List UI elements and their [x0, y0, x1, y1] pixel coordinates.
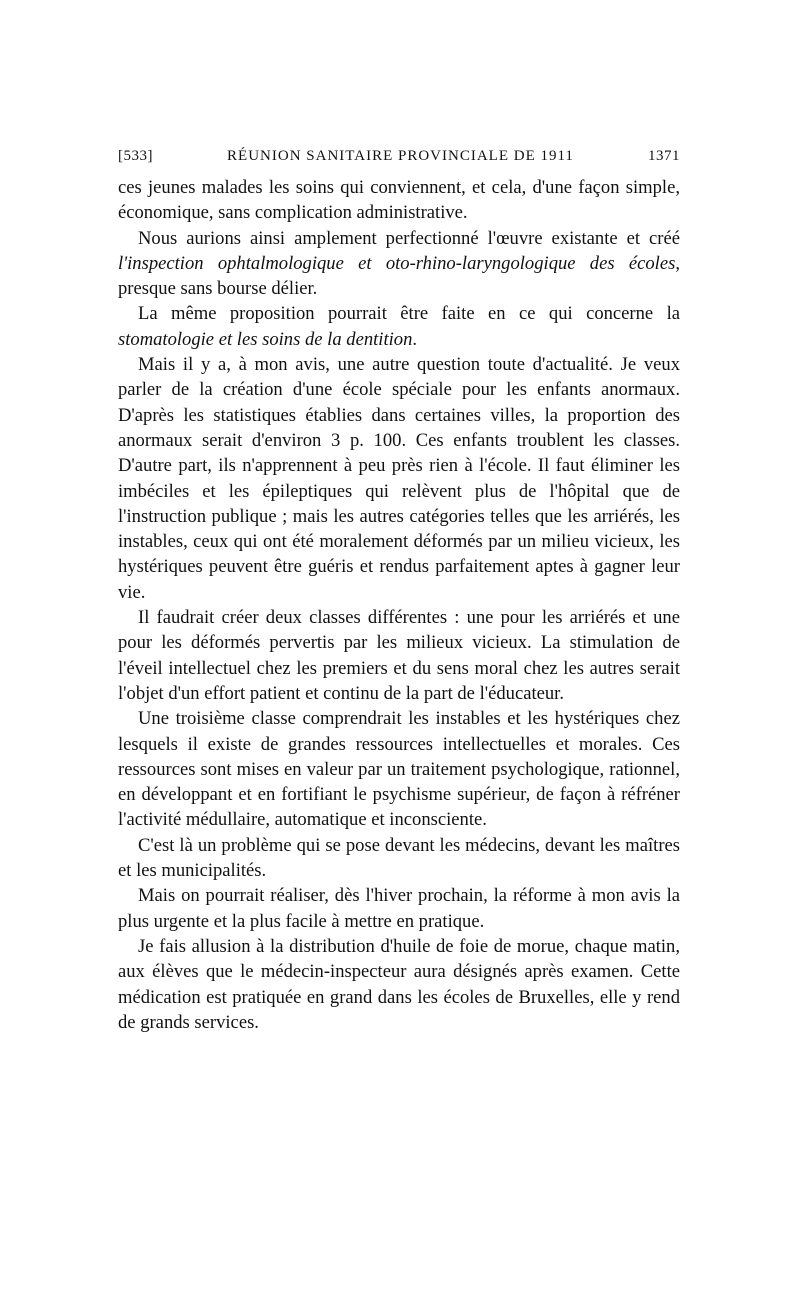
paragraph-3-text-a: La même proposition pourrait être faite en ce qui concerne la — [138, 303, 680, 325]
paragraph-6: Une troisième classe comprendrait les instables et les hystériques chez lesquels il existe de grandes ressources intellectuelles et morales. Ces ressources sont mises en valeur par un traitement psychologique, rationnel, en développant et en fortifiant le psychisme supérieur, de façon à réfréner l'activité médullaire, automatique et inconsciente. — [118, 708, 680, 831]
page-number: 1371 — [647, 148, 680, 164]
paragraph-2 — [118, 226, 680, 302]
running-header — [118, 148, 680, 165]
paragraph-1: ces jeunes malades les soins qui conviennent, et cela, d'une façon simple, économique, sans complication administrative. — [118, 177, 680, 224]
body-text — [118, 175, 680, 1035]
paragraph-3-text-b: . — [412, 328, 418, 350]
section-reference: [533] — [118, 148, 153, 164]
paragraph-2-text-a: Nous aurions ainsi amplement perfectionné l'œuvre existante et créé — [138, 227, 680, 249]
paragraph-2-text-b: , presque sans bourse délier. — [118, 252, 680, 300]
paragraph-3 — [118, 301, 680, 352]
running-title: RÉUNION SANITAIRE PROVINCIALE DE 1911 — [227, 148, 574, 164]
paragraph-9: Je fais allusion à la distribution d'huile de foie de morue, chaque matin, aux élèves que le médecin-inspecteur aura désignés après examen. Cette médication est pratiquée en grand dans les écoles de Bruxelles, elle y rend de grands services. — [118, 935, 680, 1033]
paragraph-2-emphasis: l'inspection ophtalmologique et oto-rhino-laryngologique des écoles — [118, 252, 676, 274]
document-page — [118, 148, 680, 1035]
paragraph-7: C'est là un problème qui se pose devant les médecins, devant les maîtres et les municipalités. — [118, 834, 680, 882]
paragraph-3-emphasis: stomatologie et les soins de la dentition — [118, 328, 413, 350]
paragraph-8: Mais on pourrait réaliser, dès l'hiver prochain, la réforme à mon avis la plus urgente et la plus facile à mettre en pratique. — [118, 885, 680, 932]
paragraph-4: Mais il y a, à mon avis, une autre question toute d'actualité. Je veux parler de la création d'une école spéciale pour les enfants anormaux. D'après les statistiques établies dans certaines villes, la proportion des anormaux serait d'environ 3 p. 100. Ces enfants troublent les classes. D'autre part, ils n'apprennent à peu près rien à l'école. Il faut éliminer les imbéciles et les épileptiques qui relèvent plus de l'hôpital que de l'instruction publique ; mais les autres catégories telles que les arriérés, les instables, ceux qui ont été moralement déformés par un milieu vicieux, les hystériques peuvent être guéris et rendus parfaitement aptes à gagner leur vie. — [118, 354, 680, 603]
paragraph-5: Il faudrait créer deux classes différentes : une pour les arriérés et une pour les déformés pervertis par les milieux vicieux. La stimulation de l'éveil intellectuel chez les premiers et du sens moral chez les autres serait l'objet d'un effort patient et continu de la part de l'éducateur. — [118, 607, 680, 704]
